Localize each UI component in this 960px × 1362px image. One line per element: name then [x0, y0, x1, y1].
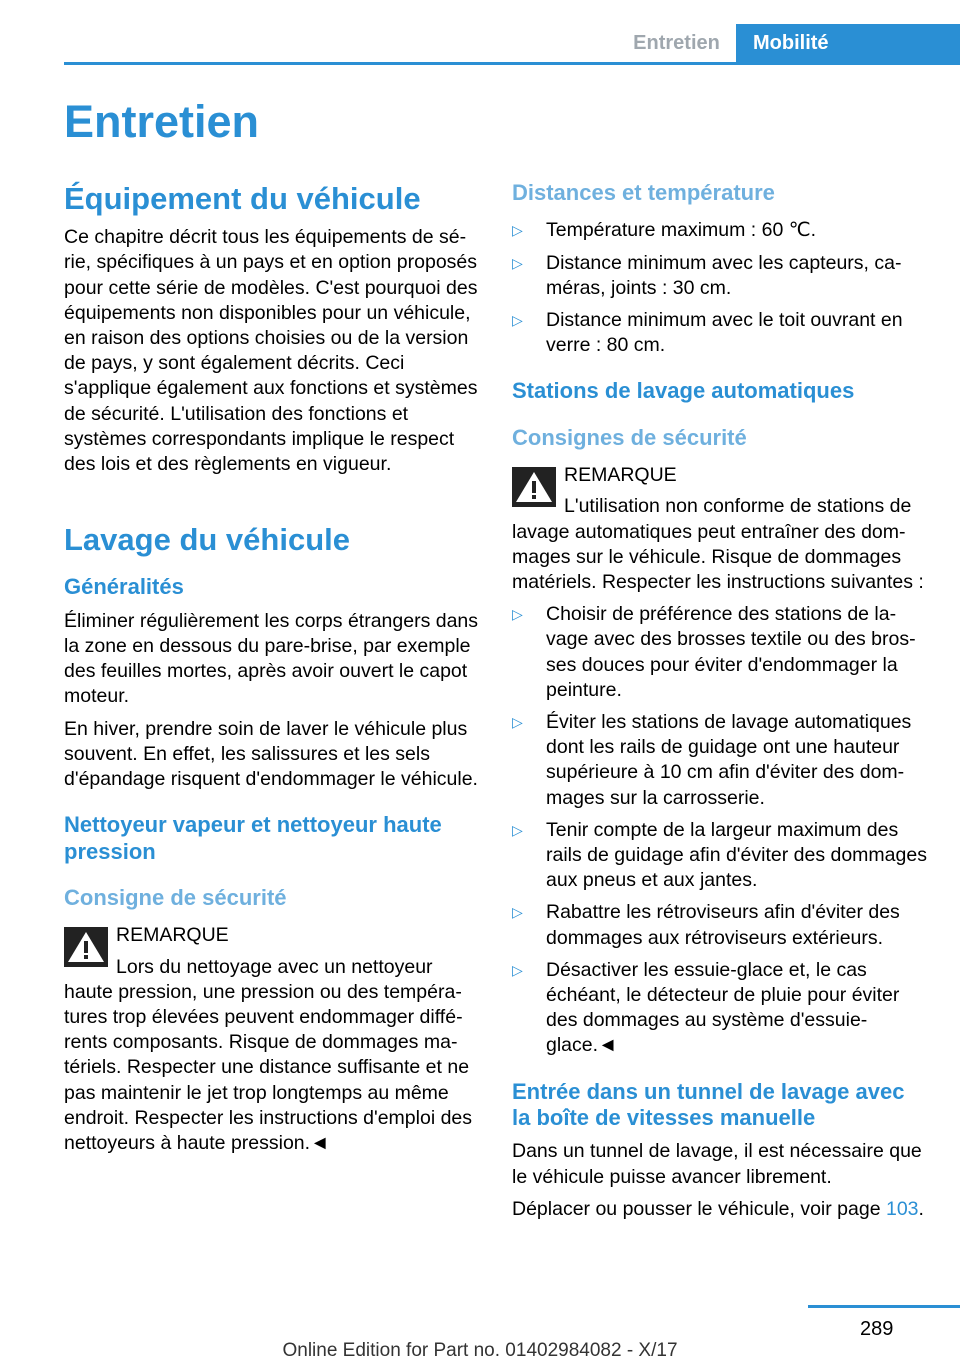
list-item: ▷ Distance minimum avec les capteurs, caméras, joints : 30 cm.	[512, 251, 902, 299]
general-paragraph-2: En hiver, prendre soin de laver le véhicule plus souvent. En effet, les salissures et les sels d'épandage risquent d'endommager le véhicule.	[64, 717, 478, 791]
heading-safety-note: Consigne de sécurité	[64, 885, 287, 910]
heading-general: Généralités	[64, 574, 184, 600]
triangle-bullet-icon: ▷	[512, 714, 523, 731]
tab-mobilite[interactable]: Mobilité	[736, 24, 960, 62]
heading-car-wash-stations: Stations de lavage automatiques	[512, 378, 855, 404]
distances-list	[512, 218, 928, 358]
equipment-text: Ce chapitre décrit tous les équipements de série, spécifiques à un pays et en option proposés pour cette série de modèles. C'est pourquoi des équipements non disponibles pour un véhicule, en raison des options choisies ou de la version de pays, y sont également décrits. Ceci s'applique également aux fonctions et systèmes de sécurité. L'utilisation des fonctions et systèmes correspondants implique le respect des lois et des règlements en vigueur.	[64, 226, 478, 476]
right-column	[512, 180, 928, 1229]
list-item: ▷ Température maximum : 60 ℃.	[512, 218, 928, 243]
safety-list	[512, 602, 928, 1058]
tunnel-paragraph-2: Déplacer ou pousser le véhicule, voir page 103.	[512, 1197, 924, 1220]
general-paragraph-1: Éliminer régulièrement les corps étrangers dans la zone en dessous du pare-brise, par exemple des feuilles mortes, après avoir ouvert le capot moteur.	[64, 609, 479, 708]
page-link[interactable]: 103	[885, 1197, 919, 1220]
heading-equipment: Équipement du véhicule	[64, 181, 421, 216]
page-title: Entretien	[64, 96, 260, 147]
header-bar	[64, 24, 960, 65]
page-number: 289	[860, 1318, 894, 1340]
heading-distances: Distances et température	[512, 180, 775, 205]
list-item: ▷ Choisir de préférence des stations de lavage avec des brosses textile ou des brosses douces pour éviter d'endommager la peinture.	[512, 603, 916, 701]
heading-car-wash-tunnel: Entrée dans un tunnel de lavage avec la boîte de vitesses manuelle	[512, 1078, 905, 1131]
tunnel-paragraph-1: Dans un tunnel de lavage, il est nécessaire que le véhicule puisse avancer librement.	[512, 1140, 922, 1188]
warning-text-rest: lavage automatiques peut entraîner des dommages sur le véhicule. Risque de dommages matériels. Respecter les instructions suivantes :	[512, 520, 924, 593]
warning-label: REMARQUE	[564, 464, 677, 487]
warning-text	[64, 955, 480, 1157]
warning-text	[512, 494, 928, 595]
warning-block	[64, 923, 480, 1156]
list-item: ▷ Rabattre les rétroviseurs afin d'éviter des dommages aux rétroviseurs extérieurs.	[512, 901, 900, 949]
triangle-bullet-icon: ▷	[512, 904, 523, 921]
warning-text-first-line: Lors du nettoyage avec un nettoyeur	[116, 955, 433, 978]
triangle-bullet-icon: ▷	[512, 312, 523, 328]
triangle-bullet-icon: ▷	[512, 606, 523, 623]
list-item: ▷ Distance minimum avec le toit ouvrant en verre : 80 cm.	[512, 309, 903, 357]
warning-label: REMARQUE	[116, 924, 229, 947]
list-item: ▷ Éviter les stations de lavage automatiques dont les rails de guidage ont une hauteur supérieure à 10 cm afin d'éviter des dommages sur la carrosserie.	[512, 711, 912, 809]
warning-block	[512, 463, 928, 595]
footer-rule	[808, 1305, 960, 1308]
triangle-bullet-icon: ▷	[512, 961, 523, 978]
heading-safety-notes: Consignes de sécurité	[512, 424, 747, 450]
warning-icon	[64, 927, 108, 967]
tab-entretien[interactable]: Entretien	[633, 32, 720, 54]
warning-text-first-line: L'utilisation non conforme de stations de	[564, 495, 912, 518]
warning-icon	[512, 467, 556, 507]
left-column	[64, 180, 480, 1163]
list-item: ▷ Tenir compte de la largeur maximum des rails de guidage afin d'éviter des dommages aux pneus et aux jantes.	[512, 818, 927, 892]
warning-text-rest: haute pression, une pression ou des températures trop élevées peuvent endommager différents composants. Risque de dommages matériels. Respecter une distance suffisante et ne pas maintenir le jet trop longtemps au même endroit. Respecter les instructions d'emploi des nettoyeurs à haute pression.◄	[64, 980, 473, 1155]
heading-washing: Lavage du véhicule	[64, 522, 350, 558]
heading-steam-cleaner: Nettoyeur vapeur et nettoyeur haute pression	[64, 812, 442, 864]
triangle-bullet-icon: ▷	[512, 222, 523, 239]
triangle-bullet-icon: ▷	[512, 254, 523, 271]
edition-footer: Online Edition for Part no. 01402984082 - X/17	[282, 1340, 678, 1361]
list-item: ▷ Désactiver les essuie-glace et, le cas échéant, le détecteur de pluie pour éviter des dommages au système d'essuie-glace.◄	[512, 958, 900, 1057]
triangle-bullet-icon: ▷	[512, 821, 523, 838]
